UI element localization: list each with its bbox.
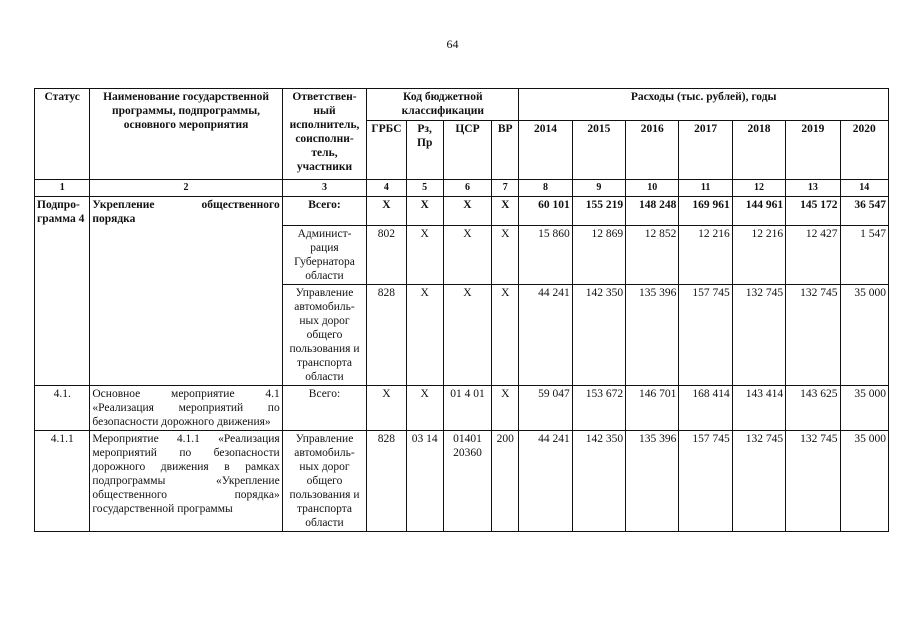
grbs-cell: Х [367,197,406,226]
grbs-cell: 828 [367,285,406,386]
value-cell: 155 219 [572,197,625,226]
header-year: 2019 [786,121,840,180]
value-cell: 135 396 [626,431,679,532]
name-cell: Основное мероприятие 4.1 «Реализация мероприятий по безопасности дорожного движения» [90,386,282,431]
value-cell: 145 172 [786,197,840,226]
value-cell: 157 745 [679,285,732,386]
budget-table [34,88,889,532]
column-number: 4 [367,180,406,197]
value-cell: 12 869 [572,226,625,285]
table-row [35,386,889,431]
status-cell: 4.1. [35,386,90,431]
table-row [35,197,889,226]
csr-cell: 01 4 01 [443,386,491,431]
header-budget-code: Код бюджетной классификации [367,89,519,121]
value-cell: 132 745 [732,285,785,386]
value-cell: 148 248 [626,197,679,226]
value-cell: 15 860 [519,226,572,285]
grbs-cell: Х [367,386,406,431]
csr-cell: Х [443,285,491,386]
value-cell: 60 101 [519,197,572,226]
column-number: 10 [626,180,679,197]
header-year: 2016 [626,121,679,180]
column-number: 2 [90,180,282,197]
rzpr-cell: 03 14 [406,431,443,532]
value-cell: 35 000 [840,285,888,386]
value-cell: 35 000 [840,386,888,431]
value-cell: 12 216 [732,226,785,285]
header-name: Наименование государственной программы, подпрограммы, основного мероприятия [90,89,282,180]
page-number: 64 [446,37,459,51]
column-number: 12 [732,180,785,197]
value-cell: 135 396 [626,285,679,386]
column-number: 6 [443,180,491,197]
value-cell: 12 427 [786,226,840,285]
responsible-cell: Управление автомобиль- ных дорог общего пользования и транспорта области [282,285,367,386]
responsible-cell: Всего: [282,197,367,226]
header-year: 2017 [679,121,732,180]
rzpr-cell: Х [406,285,443,386]
value-cell: 144 961 [732,197,785,226]
column-number-row [35,180,889,197]
vr-cell: 200 [492,431,519,532]
header-csr: ЦСР [443,121,491,180]
header-rzpr: Рз, Пр [406,121,443,180]
value-cell: 168 414 [679,386,732,431]
column-number: 14 [840,180,888,197]
table-row [35,431,889,532]
name-cell: Мероприятие 4.1.1 «Реализация мероприятий по безопасности дорожного движения в рамках подпрограммы «Укрепление общественного порядка» государственной программы [90,431,282,532]
header-status: Статус [35,89,90,180]
value-cell: 36 547 [840,197,888,226]
value-cell: 44 241 [519,285,572,386]
column-number: 1 [35,180,90,197]
value-cell: 59 047 [519,386,572,431]
value-cell: 132 745 [732,431,785,532]
value-cell: 169 961 [679,197,732,226]
vr-cell: Х [492,197,519,226]
column-number: 7 [492,180,519,197]
responsible-cell: Управление автомобиль- ных дорог общего пользования и транспорта области [282,431,367,532]
value-cell: 44 241 [519,431,572,532]
name-cell: Укрепление общественного порядка [90,197,282,386]
value-cell: 146 701 [626,386,679,431]
value-cell: 35 000 [840,431,888,532]
rzpr-cell: Х [406,386,443,431]
rzpr-cell: Х [406,226,443,285]
header-responsible: Ответствен- ный исполнитель, соисполни- тель, участники [282,89,367,180]
vr-cell: Х [492,226,519,285]
value-cell: 143 414 [732,386,785,431]
rzpr-cell: Х [406,197,443,226]
value-cell: 143 625 [786,386,840,431]
value-cell: 142 350 [572,431,625,532]
value-cell: 12 216 [679,226,732,285]
grbs-cell: 802 [367,226,406,285]
header-grbs: ГРБС [367,121,406,180]
vr-cell: Х [492,285,519,386]
header-year: 2015 [572,121,625,180]
column-number: 13 [786,180,840,197]
header-year: 2018 [732,121,785,180]
column-number: 8 [519,180,572,197]
header-vr: ВР [492,121,519,180]
grbs-cell: 828 [367,431,406,532]
value-cell: 132 745 [786,285,840,386]
responsible-cell: Админист- рация Губернатора области [282,226,367,285]
header-row-1 [35,89,889,121]
column-number: 9 [572,180,625,197]
status-cell: 4.1.1 [35,431,90,532]
value-cell: 132 745 [786,431,840,532]
header-expenses: Расходы (тыс. рублей), годы [519,89,889,121]
csr-cell: Х [443,197,491,226]
column-number: 3 [282,180,367,197]
column-number: 5 [406,180,443,197]
vr-cell: Х [492,386,519,431]
csr-cell: Х [443,226,491,285]
csr-cell: 01401 20360 [443,431,491,532]
header-year: 2020 [840,121,888,180]
status-cell: Подпро- грамма 4 [35,197,90,386]
value-cell: 12 852 [626,226,679,285]
value-cell: 142 350 [572,285,625,386]
value-cell: 157 745 [679,431,732,532]
value-cell: 153 672 [572,386,625,431]
responsible-cell: Всего: [282,386,367,431]
header-year: 2014 [519,121,572,180]
column-number: 11 [679,180,732,197]
value-cell: 1 547 [840,226,888,285]
